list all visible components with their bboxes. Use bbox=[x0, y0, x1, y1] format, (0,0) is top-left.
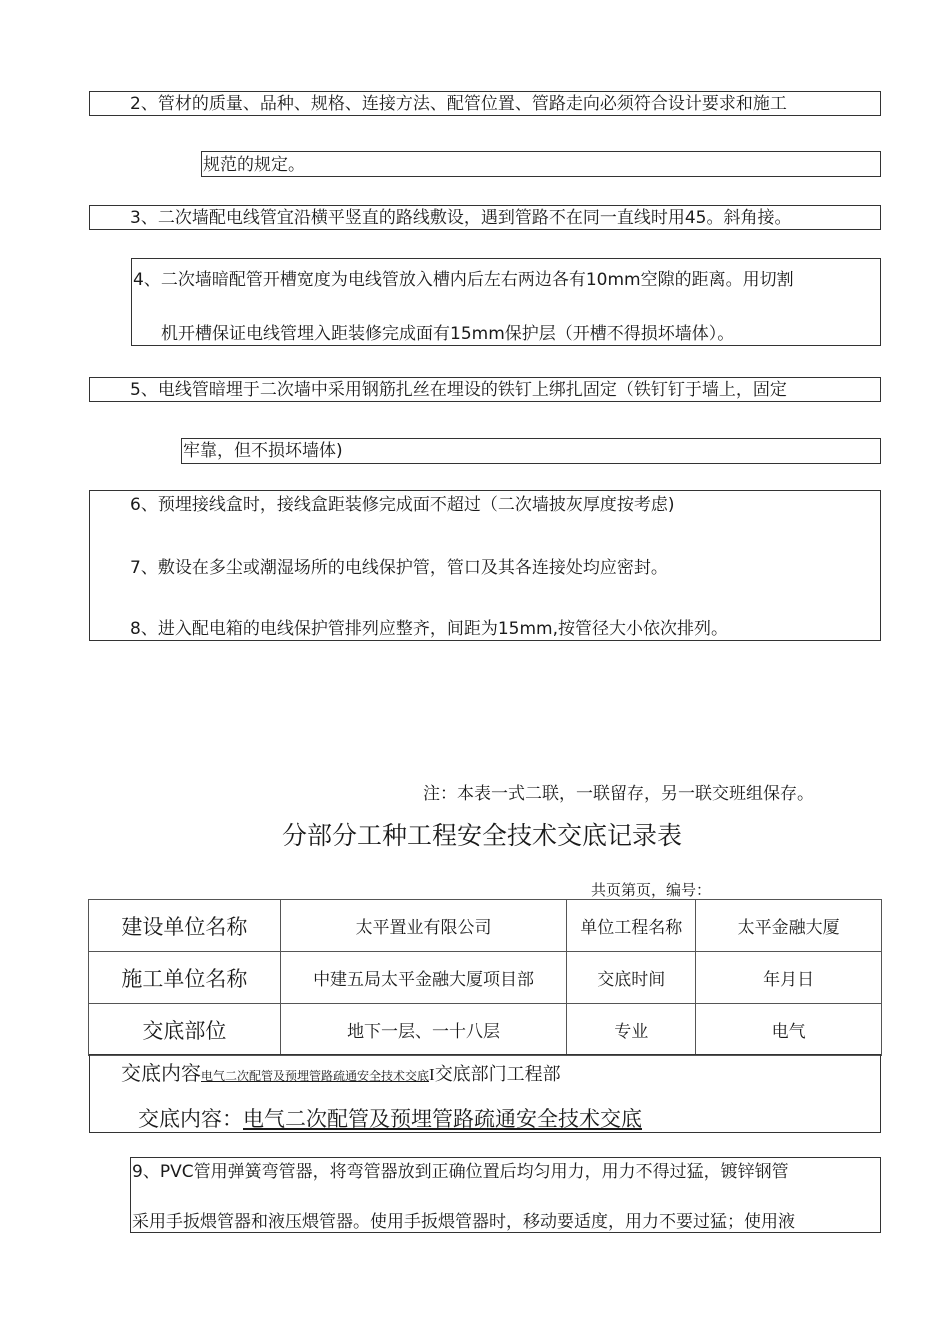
content-small-title: 电气二次配管及预埋管路疏通安全技术交底 bbox=[201, 1069, 430, 1083]
table-cell: 施工单位名称 bbox=[89, 952, 281, 1004]
item-9-line-1: 9、PVC管用弹簧弯管器，将弯管器放到正确位置后均匀用力，用力不得过猛，镀锌钢管 bbox=[132, 1162, 789, 1182]
item-6-line: 6、预埋接线盒时，接线盒距装修完成面不超过（二次墙披灰厚度按考虑) bbox=[130, 495, 675, 515]
table-cell: 电气 bbox=[696, 1004, 882, 1056]
table-cell: 年月日 bbox=[696, 952, 882, 1004]
item-9-line-2: 采用手扳煨管器和液压煨管器。使用手扳煨管器时，移动要适度，用力不要过猛；使用液 bbox=[132, 1212, 795, 1232]
table-cell: 中建五局太平金融大厦项目部 bbox=[280, 952, 567, 1004]
item-2-line-2: 规范的规定。 bbox=[203, 155, 305, 175]
content-row-1 bbox=[121, 1061, 561, 1088]
table-row bbox=[89, 1004, 882, 1056]
item-8-line: 8、进入配电箱的电线保护管排列应整齐，间距为15mm,按管径大小依次排列。 bbox=[130, 619, 728, 639]
item-4-line-2: 机开槽保证电线管埋入距装修完成面有15mm保护层（开槽不得损坏墙体）。 bbox=[161, 324, 735, 344]
content-label-2: 交底内容： bbox=[138, 1107, 243, 1131]
form-meta: 共页第页，编号： bbox=[591, 881, 712, 899]
table-cell: 太平置业有限公司 bbox=[280, 900, 567, 952]
info-table bbox=[88, 899, 882, 1056]
table-cell: 地下一层、一十八层 bbox=[280, 1004, 567, 1056]
content-row-2 bbox=[138, 1106, 642, 1132]
content-department: 交底部门工程部 bbox=[434, 1064, 561, 1085]
item-7-line: 7、敷设在多尘或潮湿场所的电线保护管，管口及其各连接处均应密封。 bbox=[130, 558, 668, 578]
content-label: 交底内容 bbox=[121, 1061, 201, 1085]
table-row bbox=[89, 900, 882, 952]
item-3-line: 3、二次墙配电线管宜沿横平竖直的路线敷设，遇到管路不在同一直线时用45。斜角接。 bbox=[130, 208, 792, 228]
table-cell: 建设单位名称 bbox=[89, 900, 281, 952]
table-cell: 太平金融大厦 bbox=[696, 900, 882, 952]
item-4-line-1: 4、二次墙暗配管开槽宽度为电线管放入槽内后左右两边各有10mm空隙的距离。用切割 bbox=[133, 270, 794, 290]
content-big-title: 电气二次配管及预埋管路疏通安全技术交底 bbox=[243, 1107, 642, 1131]
table-cell: 交底时间 bbox=[567, 952, 696, 1004]
form-note: 注：本表一式二联，一联留存，另一联交班组保存。 bbox=[423, 784, 814, 804]
form-title: 分部分工种工程安全技术交底记录表 bbox=[282, 821, 683, 850]
content-separator: I bbox=[429, 1065, 435, 1084]
table-cell: 单位工程名称 bbox=[567, 900, 696, 952]
table-cell: 专业 bbox=[567, 1004, 696, 1056]
table-row bbox=[89, 952, 882, 1004]
item-2-line-1: 2、管材的质量、品种、规格、连接方法、配管位置、管路走向必须符合设计要求和施工 bbox=[130, 94, 787, 114]
table-cell: 交底部位 bbox=[89, 1004, 281, 1056]
item-5-line-1: 5、电线管暗埋于二次墙中采用钢筋扎丝在埋设的铁钉上绑扎固定（铁钉钉于墙上，固定 bbox=[130, 380, 787, 400]
item-5-line-2: 牢靠，但不损坏墙体) bbox=[183, 441, 343, 461]
